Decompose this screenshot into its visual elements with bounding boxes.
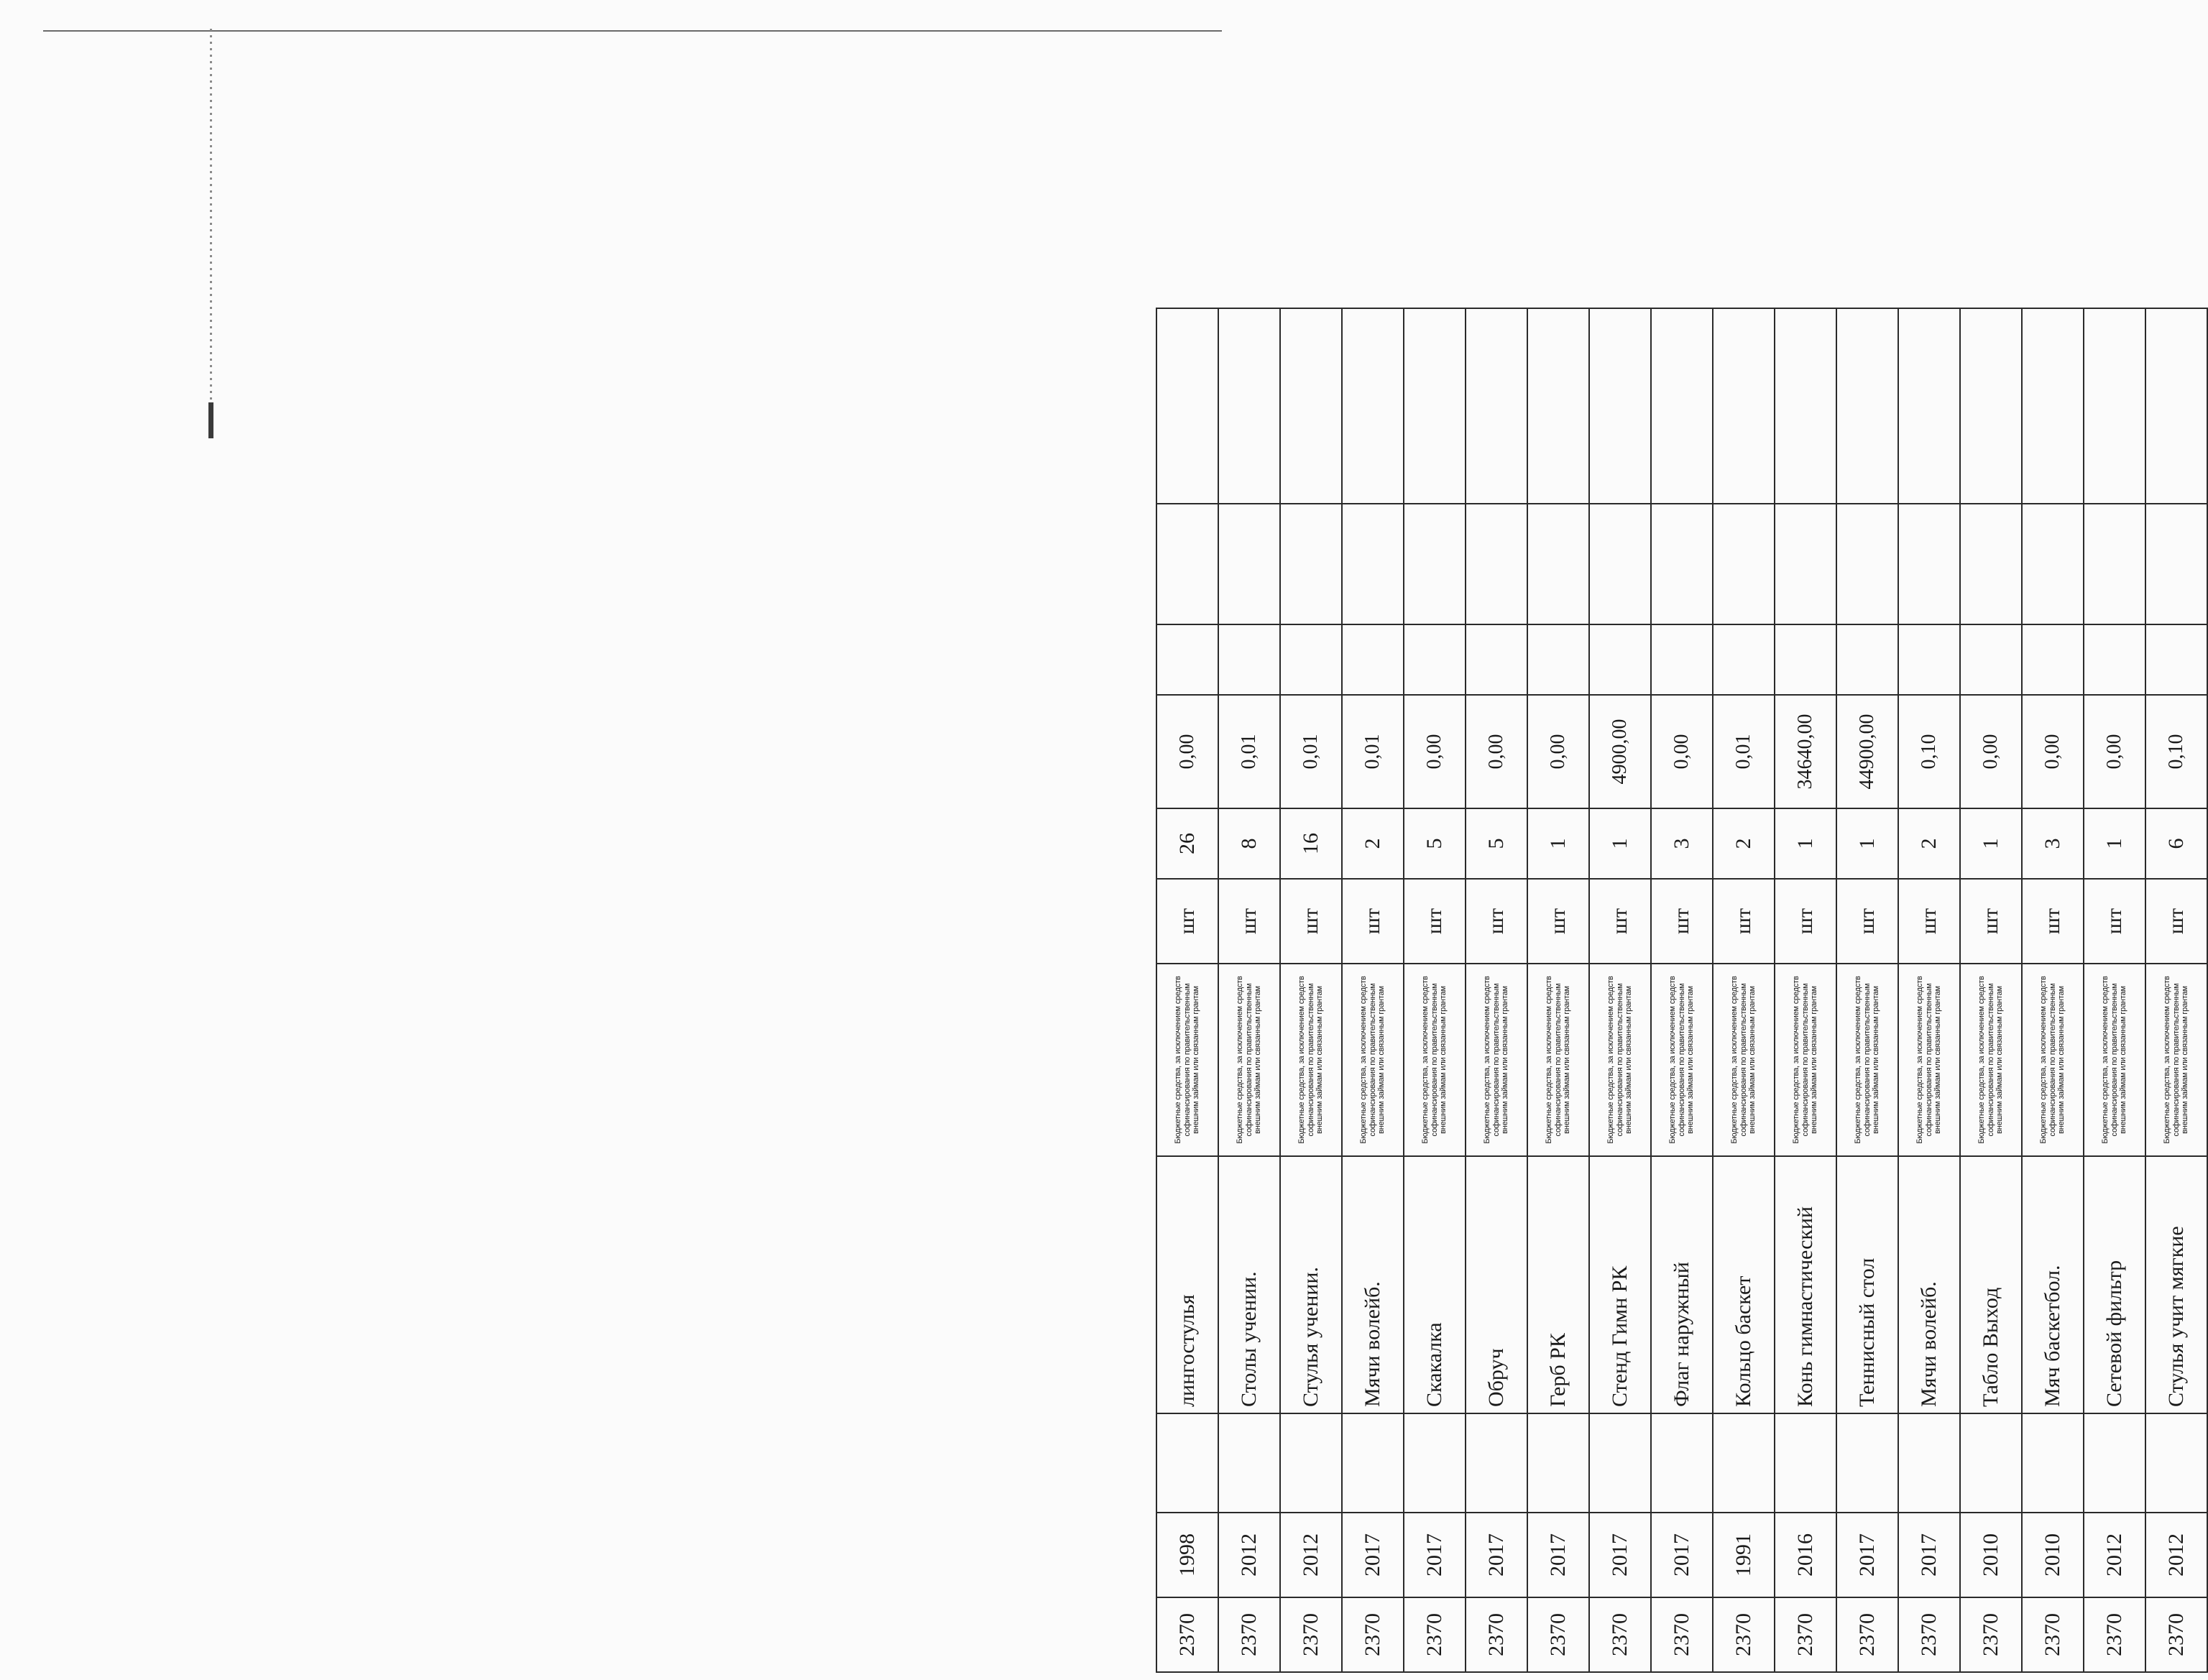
year-cell: 2017 <box>1836 1513 1898 1597</box>
item-name-cell: Флаг наружный <box>1651 1156 1713 1413</box>
quantity-cell: 1 <box>1836 808 1898 879</box>
amount-cell: 0,00 <box>1651 695 1713 808</box>
funding-source-cell: Бюджетные средства, за исключением средств софинансирования по правительственным внешним займам или связанным грантам <box>1218 964 1280 1156</box>
empty-cell <box>1527 624 1589 695</box>
empty-cell <box>1404 1413 1466 1513</box>
account-number-cell: 2370 <box>1651 1597 1713 1672</box>
item-name-cell: Герб РК <box>1527 1156 1589 1413</box>
item-name-cell: лингостулья <box>1156 1156 1218 1413</box>
empty-cell <box>1589 308 1651 504</box>
empty-cell <box>2022 624 2084 695</box>
item-name-cell: Скакалка <box>1404 1156 1466 1413</box>
funding-source-cell: Бюджетные средства, за исключением средств софинансирования по правительственным внешним займам или связанным грантам <box>2145 964 2207 1156</box>
item-name-cell: Стулья учит мягкие <box>2145 1156 2207 1413</box>
empty-cell <box>1775 624 1836 695</box>
unit-cell: шт <box>1280 879 1342 964</box>
unit-cell: шт <box>1651 879 1713 964</box>
empty-cell <box>1404 308 1466 504</box>
quantity-cell: 1 <box>1960 808 2022 879</box>
item-name-cell: Стенд Гимн РК <box>1589 1156 1651 1413</box>
funding-source-cell: Бюджетные средства, за исключением средств софинансирования по правительственным внешним займам или связанным грантам <box>2022 964 2084 1156</box>
empty-cell <box>1280 624 1342 695</box>
amount-cell: 44900,00 <box>1836 695 1898 808</box>
empty-cell <box>1466 1413 1527 1513</box>
empty-cell <box>1589 624 1651 695</box>
funding-source-cell: Бюджетные средства, за исключением средств софинансирования по правительственным внешним займам или связанным грантам <box>1342 964 1404 1156</box>
empty-cell <box>1527 308 1589 504</box>
account-number-cell: 2370 <box>1589 1597 1651 1672</box>
empty-cell <box>1898 624 1960 695</box>
table-row <box>1404 308 1466 1672</box>
unit-cell: шт <box>2084 879 2145 964</box>
amount-cell: 0,01 <box>1713 695 1775 808</box>
funding-source-cell: Бюджетные средства, за исключением средств софинансирования по правительственным внешним займам или связанным грантам <box>1156 964 1218 1156</box>
empty-cell <box>1280 1413 1342 1513</box>
funding-source-cell: Бюджетные средства, за исключением средств софинансирования по правительственным внешним займам или связанным грантам <box>1836 964 1898 1156</box>
empty-cell <box>1836 1413 1898 1513</box>
amount-cell: 0,00 <box>1527 695 1589 808</box>
table-row <box>2022 308 2084 1672</box>
table-row <box>1713 308 1775 1672</box>
year-cell: 2012 <box>1280 1513 1342 1597</box>
quantity-cell: 1 <box>2084 808 2145 879</box>
account-number-cell: 2370 <box>1527 1597 1589 1672</box>
year-cell: 2017 <box>1342 1513 1404 1597</box>
empty-cell <box>1775 1413 1836 1513</box>
empty-cell <box>1651 1413 1713 1513</box>
account-number-cell: 2370 <box>1960 1597 2022 1672</box>
empty-cell <box>1713 1413 1775 1513</box>
unit-cell: шт <box>1156 879 1218 964</box>
unit-cell: шт <box>2022 879 2084 964</box>
empty-cell <box>1466 624 1527 695</box>
account-number-cell: 2370 <box>1466 1597 1527 1672</box>
empty-cell <box>1713 308 1775 504</box>
empty-cell <box>1589 504 1651 624</box>
empty-cell <box>1218 308 1280 504</box>
amount-cell: 0,01 <box>1280 695 1342 808</box>
unit-cell: шт <box>1404 879 1466 964</box>
empty-cell <box>1651 504 1713 624</box>
year-cell: 2012 <box>1218 1513 1280 1597</box>
funding-source-cell: Бюджетные средства, за исключением средств софинансирования по правительственным внешним займам или связанным грантам <box>1651 964 1713 1156</box>
table-row <box>2084 308 2145 1672</box>
empty-cell <box>1156 1413 1218 1513</box>
amount-cell: 0,00 <box>1404 695 1466 808</box>
unit-cell: шт <box>1775 879 1836 964</box>
amount-cell: 0,00 <box>2084 695 2145 808</box>
scan-artifact-blot <box>208 402 213 438</box>
empty-cell <box>1898 308 1960 504</box>
funding-source-cell: Бюджетные средства, за исключением средств софинансирования по правительственным внешним займам или связанным грантам <box>1404 964 1466 1156</box>
year-cell: 2017 <box>1404 1513 1466 1597</box>
unit-cell: шт <box>1836 879 1898 964</box>
empty-cell <box>1280 308 1342 504</box>
quantity-cell: 1 <box>1775 808 1836 879</box>
item-name-cell: Теннисный стол <box>1836 1156 1898 1413</box>
empty-cell <box>1836 624 1898 695</box>
empty-cell <box>1404 504 1466 624</box>
account-number-cell: 2370 <box>2145 1597 2207 1672</box>
year-cell: 2010 <box>2022 1513 2084 1597</box>
account-number-cell: 2370 <box>1404 1597 1466 1672</box>
rotated-page-content <box>1156 451 2208 1673</box>
empty-cell <box>2084 308 2145 504</box>
unit-cell: шт <box>1713 879 1775 964</box>
funding-source-cell: Бюджетные средства, за исключением средств софинансирования по правительственным внешним займам или связанным грантам <box>1466 964 1527 1156</box>
unit-cell: шт <box>2145 879 2207 964</box>
empty-cell <box>1342 504 1404 624</box>
amount-cell: 0,01 <box>1342 695 1404 808</box>
amount-cell: 34640,00 <box>1775 695 1836 808</box>
empty-cell <box>1836 504 1898 624</box>
amount-cell: 0,00 <box>1156 695 1218 808</box>
funding-source-cell: Бюджетные средства, за исключением средств софинансирования по правительственным внешним займам или связанным грантам <box>1527 964 1589 1156</box>
funding-source-cell: Бюджетные средства, за исключением средств софинансирования по правительственным внешним займам или связанным грантам <box>1713 964 1775 1156</box>
funding-source-cell: Бюджетные средства, за исключением средств софинансирования по правительственным внешним займам или связанным грантам <box>1898 964 1960 1156</box>
inventory-table-body <box>1156 308 2207 1672</box>
account-number-cell: 2370 <box>1342 1597 1404 1672</box>
empty-cell <box>1218 624 1280 695</box>
table-row <box>1651 308 1713 1672</box>
account-number-cell: 2370 <box>1713 1597 1775 1672</box>
empty-cell <box>1342 1413 1404 1513</box>
year-cell: 2012 <box>2084 1513 2145 1597</box>
unit-cell: шт <box>1589 879 1651 964</box>
unit-cell: шт <box>1342 879 1404 964</box>
year-cell: 2010 <box>1960 1513 2022 1597</box>
empty-cell <box>1404 624 1466 695</box>
item-name-cell: Мячи волейб. <box>1898 1156 1960 1413</box>
item-name-cell: Конь гимнастический <box>1775 1156 1836 1413</box>
empty-cell <box>1589 1413 1651 1513</box>
table-row <box>1527 308 1589 1672</box>
empty-cell <box>1960 308 2022 504</box>
table-row <box>1775 308 1836 1672</box>
quantity-cell: 5 <box>1466 808 1527 879</box>
empty-cell <box>1836 308 1898 504</box>
unit-cell: шт <box>1218 879 1280 964</box>
empty-cell <box>1527 1413 1589 1513</box>
account-number-cell: 2370 <box>1775 1597 1836 1672</box>
funding-source-cell: Бюджетные средства, за исключением средств софинансирования по правительственным внешним займам или связанным грантам <box>1775 964 1836 1156</box>
scan-artifact <box>210 29 212 431</box>
item-name-cell: Табло Выход <box>1960 1156 2022 1413</box>
table-row <box>1156 308 1218 1672</box>
empty-cell <box>1898 1413 1960 1513</box>
quantity-cell: 1 <box>1527 808 1589 879</box>
quantity-cell: 16 <box>1280 808 1342 879</box>
unit-cell: шт <box>1898 879 1960 964</box>
quantity-cell: 2 <box>1713 808 1775 879</box>
table-row <box>1218 308 1280 1672</box>
table-row <box>1836 308 1898 1672</box>
year-cell: 2017 <box>1589 1513 1651 1597</box>
amount-cell: 4900,00 <box>1589 695 1651 808</box>
table-row <box>1466 308 1527 1672</box>
item-name-cell: Мячи волейб. <box>1342 1156 1404 1413</box>
account-number-cell: 2370 <box>1280 1597 1342 1672</box>
unit-cell: шт <box>1527 879 1589 964</box>
empty-cell <box>2145 308 2207 504</box>
quantity-cell: 3 <box>2022 808 2084 879</box>
empty-cell <box>1466 504 1527 624</box>
unit-cell: шт <box>1960 879 2022 964</box>
empty-cell <box>1775 504 1836 624</box>
empty-cell <box>1156 624 1218 695</box>
item-name-cell: Мяч баскетбол. <box>2022 1156 2084 1413</box>
quantity-cell: 6 <box>2145 808 2207 879</box>
empty-cell <box>1713 504 1775 624</box>
year-cell: 1998 <box>1156 1513 1218 1597</box>
empty-cell <box>1342 308 1404 504</box>
year-cell: 2017 <box>1898 1513 1960 1597</box>
quantity-cell: 8 <box>1218 808 1280 879</box>
funding-source-cell: Бюджетные средства, за исключением средств софинансирования по правительственным внешним займам или связанным грантам <box>2084 964 2145 1156</box>
funding-source-cell: Бюджетные средства, за исключением средств софинансирования по правительственным внешним займам или связанным грантам <box>1960 964 2022 1156</box>
year-cell: 2017 <box>1651 1513 1713 1597</box>
empty-cell <box>2145 504 2207 624</box>
amount-cell: 0,10 <box>1898 695 1960 808</box>
year-cell: 1991 <box>1713 1513 1775 1597</box>
empty-cell <box>2022 1413 2084 1513</box>
quantity-cell: 26 <box>1156 808 1218 879</box>
empty-cell <box>1898 504 1960 624</box>
empty-cell <box>1218 504 1280 624</box>
table-row <box>1898 308 1960 1672</box>
empty-cell <box>1651 624 1713 695</box>
quantity-cell: 3 <box>1651 808 1713 879</box>
empty-cell <box>1775 308 1836 504</box>
funding-source-cell: Бюджетные средства, за исключением средств софинансирования по правительственным внешним займам или связанным грантам <box>1280 964 1342 1156</box>
empty-cell <box>1960 624 2022 695</box>
item-name-cell: Столы учении. <box>1218 1156 1280 1413</box>
item-name-cell: Стулья учении. <box>1280 1156 1342 1413</box>
empty-cell <box>2022 504 2084 624</box>
year-cell: 2016 <box>1775 1513 1836 1597</box>
quantity-cell: 1 <box>1589 808 1651 879</box>
empty-cell <box>2084 1413 2145 1513</box>
empty-cell <box>2145 1413 2207 1513</box>
funding-source-cell: Бюджетные средства, за исключением средств софинансирования по правительственным внешним займам или связанным грантам <box>1589 964 1651 1156</box>
empty-cell <box>2084 504 2145 624</box>
scan-top-rule <box>43 30 1222 32</box>
empty-cell <box>2145 624 2207 695</box>
account-number-cell: 2370 <box>2022 1597 2084 1672</box>
empty-cell <box>2084 624 2145 695</box>
account-number-cell: 2370 <box>1218 1597 1280 1672</box>
item-name-cell: Сетевой фильтр <box>2084 1156 2145 1413</box>
year-cell: 2012 <box>2145 1513 2207 1597</box>
empty-cell <box>1466 308 1527 504</box>
amount-cell: 0,10 <box>2145 695 2207 808</box>
empty-cell <box>1156 504 1218 624</box>
table-row <box>1589 308 1651 1672</box>
amount-cell: 0,00 <box>2022 695 2084 808</box>
empty-cell <box>1342 624 1404 695</box>
empty-cell <box>1527 504 1589 624</box>
year-cell: 2017 <box>1527 1513 1589 1597</box>
empty-cell <box>2022 308 2084 504</box>
empty-cell <box>1960 1413 2022 1513</box>
quantity-cell: 2 <box>1342 808 1404 879</box>
item-name-cell: Обруч <box>1466 1156 1527 1413</box>
year-cell: 2017 <box>1466 1513 1527 1597</box>
empty-cell <box>1156 308 1218 504</box>
account-number-cell: 2370 <box>1898 1597 1960 1672</box>
table-row <box>2145 308 2207 1672</box>
item-name-cell: Кольцо баскет <box>1713 1156 1775 1413</box>
quantity-cell: 2 <box>1898 808 1960 879</box>
amount-cell: 0,01 <box>1218 695 1280 808</box>
table-row <box>1960 308 2022 1672</box>
quantity-cell: 5 <box>1404 808 1466 879</box>
table-row <box>1342 308 1404 1672</box>
empty-cell <box>1651 308 1713 504</box>
empty-cell <box>1713 624 1775 695</box>
account-number-cell: 2370 <box>1836 1597 1898 1672</box>
account-number-cell: 2370 <box>1156 1597 1218 1672</box>
amount-cell: 0,00 <box>1466 695 1527 808</box>
empty-cell <box>1280 504 1342 624</box>
amount-cell: 0,00 <box>1960 695 2022 808</box>
account-number-cell: 2370 <box>2084 1597 2145 1672</box>
inventory-table <box>1156 308 2208 1673</box>
empty-cell <box>1960 504 2022 624</box>
unit-cell: шт <box>1466 879 1527 964</box>
empty-cell <box>1218 1413 1280 1513</box>
table-row <box>1280 308 1342 1672</box>
